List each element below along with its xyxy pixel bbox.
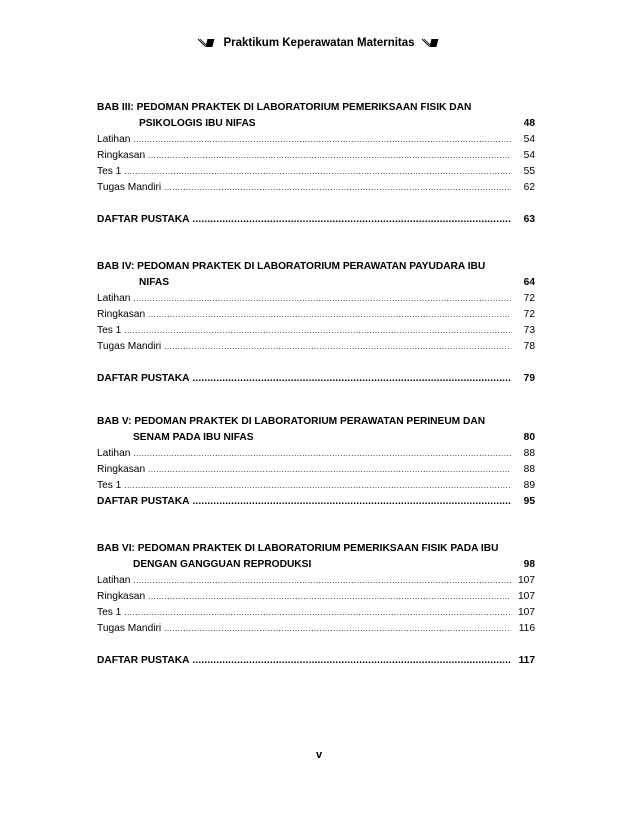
toc-entry[interactable] xyxy=(97,621,535,637)
entry-label: DAFTAR PUSTAKA xyxy=(97,655,190,666)
leader-dots xyxy=(124,605,511,621)
chapter-page: 80 xyxy=(523,432,535,443)
entry-label: Tugas Mandiri xyxy=(97,182,162,193)
chapter-title-row[interactable] xyxy=(97,430,535,446)
leader-dots xyxy=(164,621,511,637)
toc-chapter-3 xyxy=(97,100,535,228)
toc-chapter-5 xyxy=(97,414,535,510)
pen-icon xyxy=(421,37,441,49)
toc-entry[interactable] xyxy=(97,148,535,164)
toc-entry-bibliography[interactable] xyxy=(97,653,535,669)
leader-dots xyxy=(133,573,511,589)
entry-label: Tes 1 xyxy=(97,166,122,177)
chapter-title-row[interactable] xyxy=(97,275,535,291)
leader-dots xyxy=(124,164,511,180)
leader-dots xyxy=(164,339,511,355)
entry-page: 107 xyxy=(518,591,535,602)
toc-entry[interactable] xyxy=(97,478,535,494)
leader-dots xyxy=(192,371,511,387)
entry-label: Tes 1 xyxy=(97,607,122,618)
chapter-title-row[interactable] xyxy=(97,116,535,132)
entry-page: 63 xyxy=(523,214,535,225)
chapter-page: 98 xyxy=(523,559,535,570)
entry-page: 88 xyxy=(523,464,535,475)
entry-label: Tes 1 xyxy=(97,480,122,491)
toc-chapter-4 xyxy=(97,259,535,387)
entry-page: 72 xyxy=(523,309,535,320)
chapter-title: BAB VI: PEDOMAN PRAKTEK DI LABORATORIUM PEMERIKSAAN FISIK PADA IBU xyxy=(97,543,499,554)
toc-entry[interactable] xyxy=(97,573,535,589)
toc-entry[interactable] xyxy=(97,180,535,196)
leader-dots xyxy=(133,291,511,307)
leader-dots xyxy=(124,478,511,494)
toc-entry[interactable] xyxy=(97,132,535,148)
entry-page: 72 xyxy=(523,293,535,304)
chapter-title: BAB III: PEDOMAN PRAKTEK DI LABORATORIUM PEMERIKSAAN FISIK DAN xyxy=(97,102,472,113)
chapter-page: 64 xyxy=(523,277,535,288)
entry-page: 54 xyxy=(523,150,535,161)
toc-entry[interactable] xyxy=(97,462,535,478)
entry-page: 79 xyxy=(523,373,535,384)
toc-entry[interactable] xyxy=(97,605,535,621)
chapter-title-cont: DENGAN GANGGUAN REPRODUKSI xyxy=(133,559,312,570)
toc-entry[interactable] xyxy=(97,291,535,307)
running-header xyxy=(0,37,638,49)
entry-page: 88 xyxy=(523,448,535,459)
chapter-title-row[interactable] xyxy=(97,557,535,573)
entry-page: 73 xyxy=(523,325,535,336)
entry-label: DAFTAR PUSTAKA xyxy=(97,496,190,507)
leader-dots xyxy=(124,323,511,339)
leader-dots xyxy=(192,212,511,228)
entry-label: Ringkasan xyxy=(97,309,146,320)
toc-entry-bibliography[interactable] xyxy=(97,212,535,228)
chapter-title: BAB V: PEDOMAN PRAKTEK DI LABORATORIUM PERAWATAN PERINEUM DAN xyxy=(97,416,486,427)
page-number: v xyxy=(315,749,323,761)
entry-label: Tugas Mandiri xyxy=(97,623,162,634)
entry-label: Ringkasan xyxy=(97,150,146,161)
entry-page: 55 xyxy=(523,166,535,177)
toc-entry[interactable] xyxy=(97,589,535,605)
toc-entry-bibliography[interactable] xyxy=(97,494,535,510)
toc-entry[interactable] xyxy=(97,446,535,462)
toc-entry-bibliography[interactable] xyxy=(97,371,535,387)
leader-dots xyxy=(164,180,511,196)
chapter-title: BAB IV: PEDOMAN PRAKTEK DI LABORATORIUM PERAWATAN PAYUDARA IBU xyxy=(97,261,486,272)
leader-dots xyxy=(133,446,511,462)
leader-dots xyxy=(148,589,511,605)
entry-label: Latihan xyxy=(97,293,131,304)
leader-dots xyxy=(148,307,511,323)
entry-label: Latihan xyxy=(97,575,131,586)
toc-entry[interactable] xyxy=(97,307,535,323)
entry-page: 107 xyxy=(518,575,535,586)
entry-page: 54 xyxy=(523,134,535,145)
entry-label: Tugas Mandiri xyxy=(97,341,162,352)
entry-label: Ringkasan xyxy=(97,591,146,602)
toc-entry[interactable] xyxy=(97,323,535,339)
entry-label: Ringkasan xyxy=(97,464,146,475)
entry-label: DAFTAR PUSTAKA xyxy=(97,214,190,225)
entry-label: Tes 1 xyxy=(97,325,122,336)
entry-label: Latihan xyxy=(97,448,131,459)
entry-page: 78 xyxy=(523,341,535,352)
leader-dots xyxy=(148,462,511,478)
leader-dots xyxy=(192,653,511,669)
entry-page: 117 xyxy=(518,655,535,666)
entry-page: 116 xyxy=(518,623,535,634)
leader-dots xyxy=(148,148,511,164)
entry-label: Latihan xyxy=(97,134,131,145)
toc-entry[interactable] xyxy=(97,339,535,355)
entry-page: 89 xyxy=(523,480,535,491)
chapter-page: 48 xyxy=(523,118,535,129)
chapter-title-cont: PSIKOLOGIS IBU NIFAS xyxy=(139,118,256,129)
toc-entry[interactable] xyxy=(97,164,535,180)
chapter-title-cont: NIFAS xyxy=(139,277,169,288)
entry-page: 95 xyxy=(523,496,535,507)
entry-label: DAFTAR PUSTAKA xyxy=(97,373,190,384)
leader-dots xyxy=(133,132,511,148)
header-title: Praktikum Keperawatan Maternitas xyxy=(223,37,415,49)
entry-page: 107 xyxy=(518,607,535,618)
entry-page: 62 xyxy=(523,182,535,193)
pen-icon xyxy=(197,37,217,49)
leader-dots xyxy=(192,494,511,510)
chapter-title-cont: SENAM PADA IBU NIFAS xyxy=(133,432,254,443)
toc-chapter-6 xyxy=(97,541,535,669)
